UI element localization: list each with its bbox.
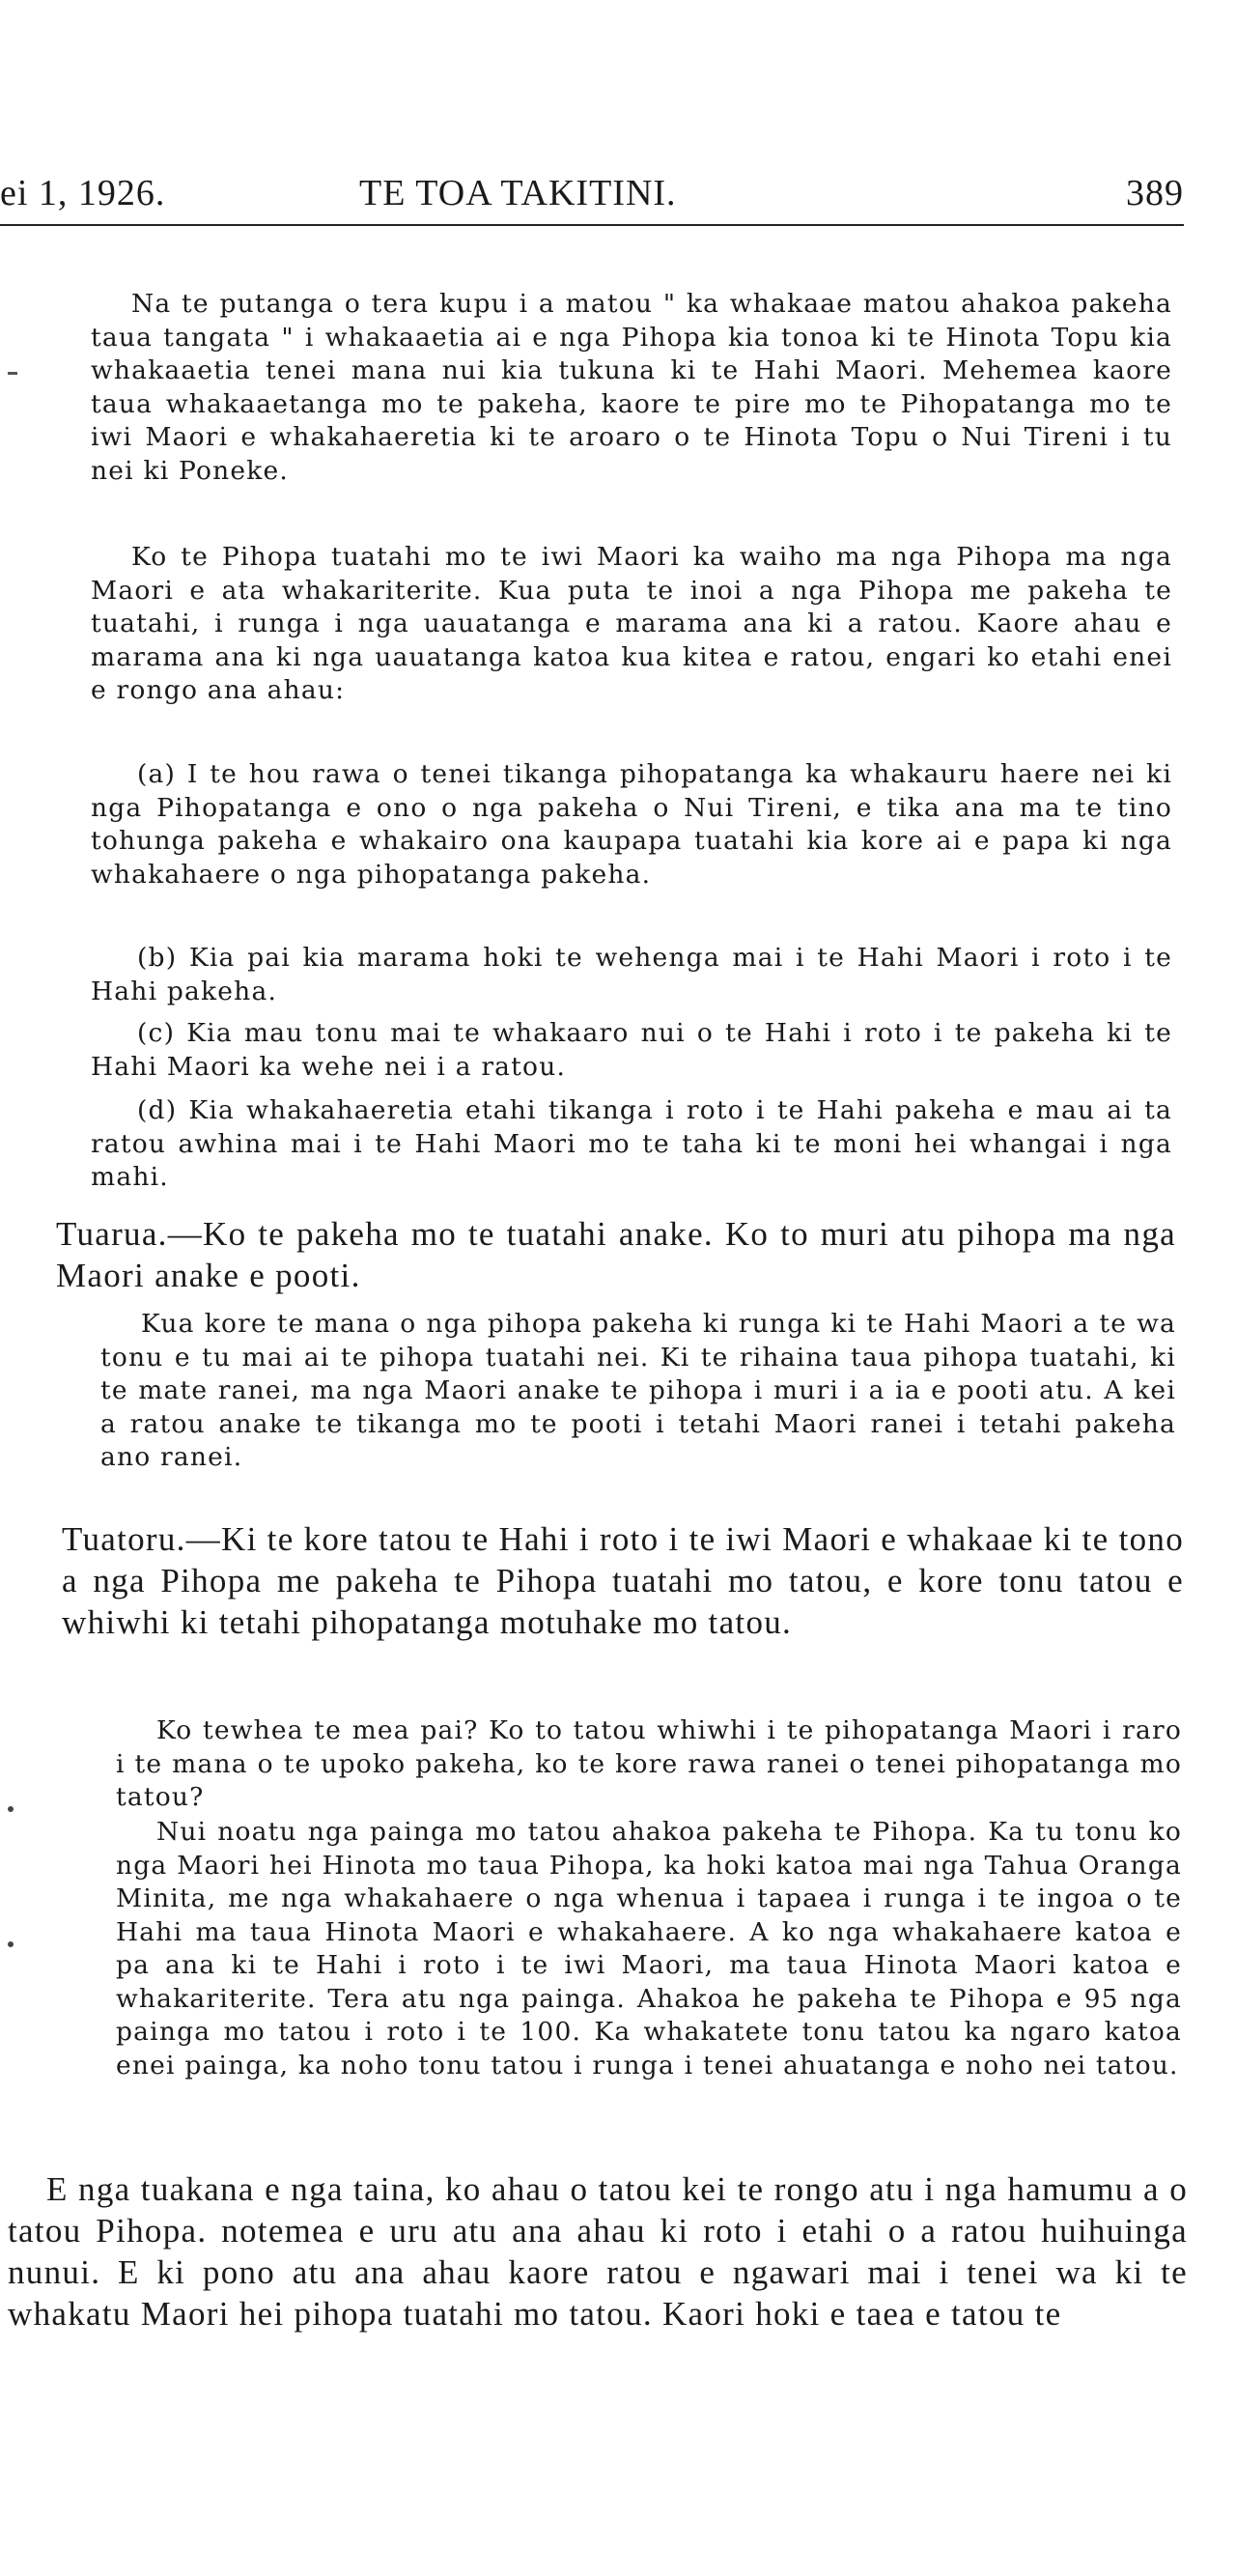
list-item-a: (a) I te hou rawa o tenei tikanga pihopatanga ka whakauru haere nei ki nga Pihopatanga e ono o nga pakeha o Nui Tireni, e tika ana ma te tino tohunga pakeha e whakairo ona kaupapa tuatahi kia kore ai e papa ki nga whakahaere o nga pihopatanga pakeha. (91, 759, 1172, 890)
journal-title: TE TOA TAKITINI. (359, 173, 677, 213)
paragraph: Nui noatu nga painga mo tatou ahakoa pakeha te Pihopa. Ka tu tonu ko nga Maori hei Hinota mo taua Pihopa, ka hoki katoa mai nga Tahua Oranga Minita, me nga whakahaere o nga whenua i tapaea i runga i te ingoa o te Hahi ma taua Hinota Maori e whakahaere. A ko nga whakahaere katoa e pa ana ki te Hahi i roto i te iwi Maori, ma taua Hinota Maori katoa e whakariterite. Tera atu nga painga. Ahakoa he pakeha te Pihopa e 95 nga painga mo tatou i roto i te 100. Ka whakatete tonu tatou ka ngaro katoa enei painga, ka noho tonu tatou i runga i tenei ahuatanga e noho nei tatou. (116, 1817, 1182, 2081)
list-item-c: (c) Kia mau tonu mai te whakaaro nui o te Hahi i roto i te pakeha ki te Hahi Maori ka wehe nei i a ratou. (91, 1018, 1172, 1082)
header-date: ei 1, 1926. (0, 173, 166, 213)
running-head (0, 172, 1197, 226)
paragraph: Kua kore te mana o nga pihopa pakeha ki runga ki te Hahi Maori a te wa tonu e tu mai ai te pihopa tuatahi nei. Ki te rihaina taua pihopa tuatahi, ki te mate ranei, ma nga Maori anake te pihopa i muri i a ia e pooti atu. A kei a ratou anake te tikanga mo te pooti i tetahi Maori ranei i tetahi pakeha ano ranei. (100, 1309, 1176, 1472)
list-item-d: (d) Kia whakahaeretia etahi tikanga i roto i te Hahi pakeha e mau ai ta ratou awhina mai i te Hahi Maori mo te taha ki te moni hei whangai i nga mahi. (91, 1095, 1172, 1192)
section-tuarua: Tuarua.—Ko te pakeha mo te tuatahi anake. Ko to muri atu pihopa ma nga Maori anake e pooti. (56, 1215, 1176, 1294)
list-item-b: (b) Kia pai kia marama hoki te wehenga mai i te Hahi Maori i roto i te Hahi pakeha. (91, 943, 1172, 1006)
paragraph: Ko te Pihopa tuatahi mo te iwi Maori ka waiho ma nga Pihopa ma nga Maori e ata whakariterite. Kua puta te inoi a nga Pihopa me pakeha te tuatahi, i runga i nga uauatanga e marama ana ki a ratou. Kaore ahau e marama ana ki nga uauatanga katoa kua kitea e ratou, engari ko etahi enei e rongo ana ahau: (91, 542, 1172, 705)
header-rule (0, 224, 1184, 226)
page-number: 389 (1126, 173, 1184, 213)
margin-mark (8, 372, 17, 375)
margin-mark (8, 1941, 14, 1947)
paragraph: Na te putanga o tera kupu i a matou " ka whakaae matou ahakoa pakeha taua tangata " i whakaaetia ai e nga Pihopa kia tonoa ki te Hinota Topu kia whakaaetia tenei mana nui kia tukuna ki te Hahi Maori. Mehemea kaore taua whakaaetanga mo te pakeha, kaore te pire mo te Pihopatanga mo te iwi Maori e whakahaeretia ki te aroaro o te Hinota Topu o Nui Tireni i tu nei ki Poneke. (91, 289, 1172, 486)
margin-mark (8, 1806, 14, 1812)
paragraph: Ko tewhea te mea pai? Ko to tatou whiwhi i te pihopatanga Maori i raro i te mana o te upoko pakeha, ko te kore rawa ranei o tenei pihopatanga mo tatou? (116, 1715, 1182, 1812)
section-tuatoru: Tuatoru.—Ki te kore tatou te Hahi i roto i te iwi Maori e whakaae ki te tono a nga Pihopa me pakeha te Pihopa tuatahi mo tatou, e kore tonu tatou e whiwhi ki tetahi pihopatanga motuhake mo tatou. (62, 1520, 1184, 1641)
paragraph: E nga tuakana e nga taina, ko ahau o tatou kei te rongo atu i nga hamumu a o tatou Pihopa. notemea e uru atu ana ahau ki roto i etahi o a ratou huihuinga nunui. E ki pono atu ana ahau kaore ratou e ngawari mai i tenei wa ki te whakatu Maori hei pihopa tuatahi mo tatou. Kaori hoki e taea e tatou te (8, 2170, 1188, 2333)
